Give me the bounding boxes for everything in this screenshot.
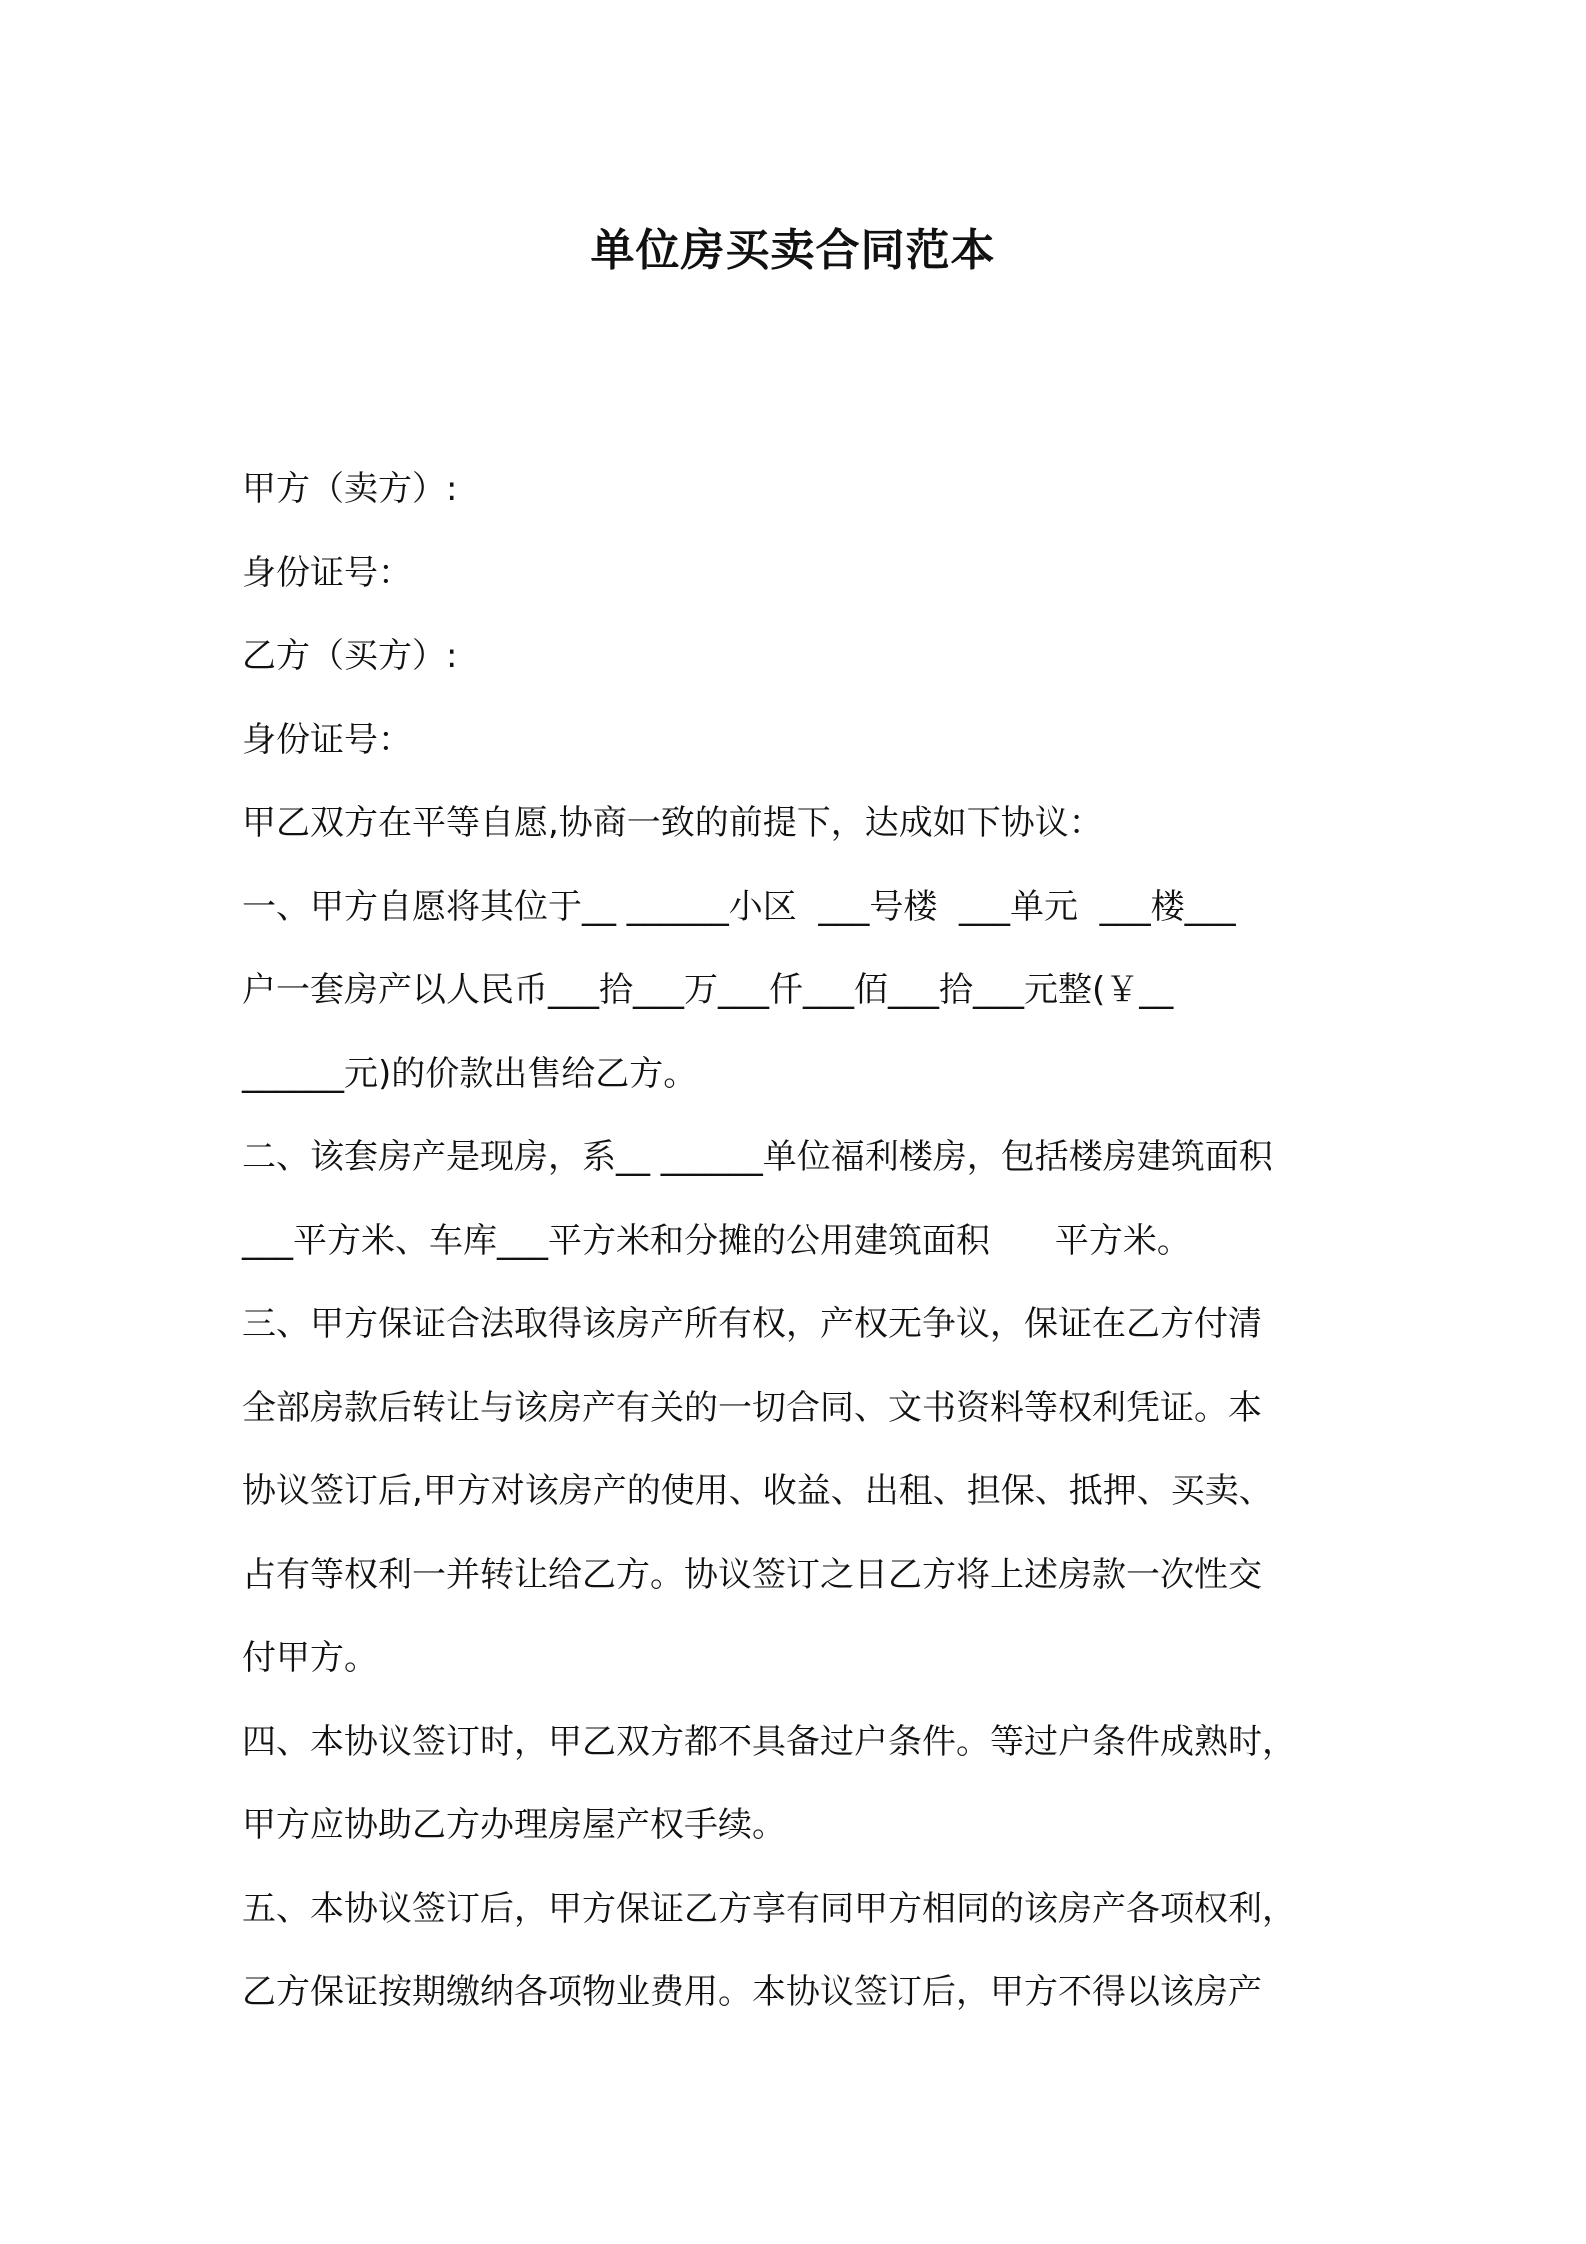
seller-id-line: 身份证号：	[242, 552, 412, 593]
clause-2-line-2: ___平方米、车库___平方米和分摊的公用建筑面积 平方米。	[242, 1220, 1191, 1261]
clause-5-line-1: 五、本协议签订后，甲方保证乙方享有同甲方相同的该房产各项权利，	[242, 1888, 1296, 1929]
buyer-line: 乙方（买方）:	[242, 636, 458, 676]
clause-3-line-3: 协议签订后,甲方对该房产的使用、收益、出租、担保、抵押、买卖、	[242, 1471, 1273, 1511]
clause-1-line-1: 一、甲方自愿将其位于__ ______小区 ___号楼 ___单元 ___楼___	[242, 886, 1236, 927]
agreement-intro-line: 甲乙双方在平等自愿,协商一致的前提下，达成如下协议：	[242, 803, 1103, 843]
seller-line: 甲方（卖方）:	[242, 469, 458, 509]
buyer-id-line: 身份证号：	[242, 719, 412, 760]
clause-3-line-5: 付甲方。	[242, 1638, 378, 1678]
clause-4-line-2: 甲方应协助乙方办理房屋产权手续。	[242, 1805, 786, 1845]
clause-2-line-1: 二、该套房产是现房，系__ ______单位福利楼房，包括楼房建筑面积	[242, 1137, 1273, 1177]
clause-3-line-1: 三、甲方保证合法取得该房产所有权，产权无争议，保证在乙方付清	[242, 1304, 1262, 1344]
clause-3-line-4: 占有等权利一并转让给乙方。协议签订之日乙方将上述房款一次性交	[242, 1554, 1262, 1595]
clause-1-line-2: 户一套房产以人民币___拾___万___仟___佰___拾___元整(￥__	[242, 970, 1174, 1010]
clause-5-line-2: 乙方保证按期缴纳各项物业费用。本协议签订后，甲方不得以该房产	[242, 1972, 1262, 2012]
page-title: 单位房买卖合同范本	[590, 225, 996, 276]
clause-1-line-3: ______元)的价款出售给乙方。	[242, 1053, 698, 1094]
clause-3-line-2: 全部房款后转让与该房产有关的一切合同、文书资料等权利凭证。本	[242, 1387, 1262, 1428]
contract-body	[242, 448, 1352, 2035]
clause-4-line-1: 四、本协议签订时，甲乙双方都不具备过户条件。等过户条件成熟时，	[242, 1721, 1296, 1762]
